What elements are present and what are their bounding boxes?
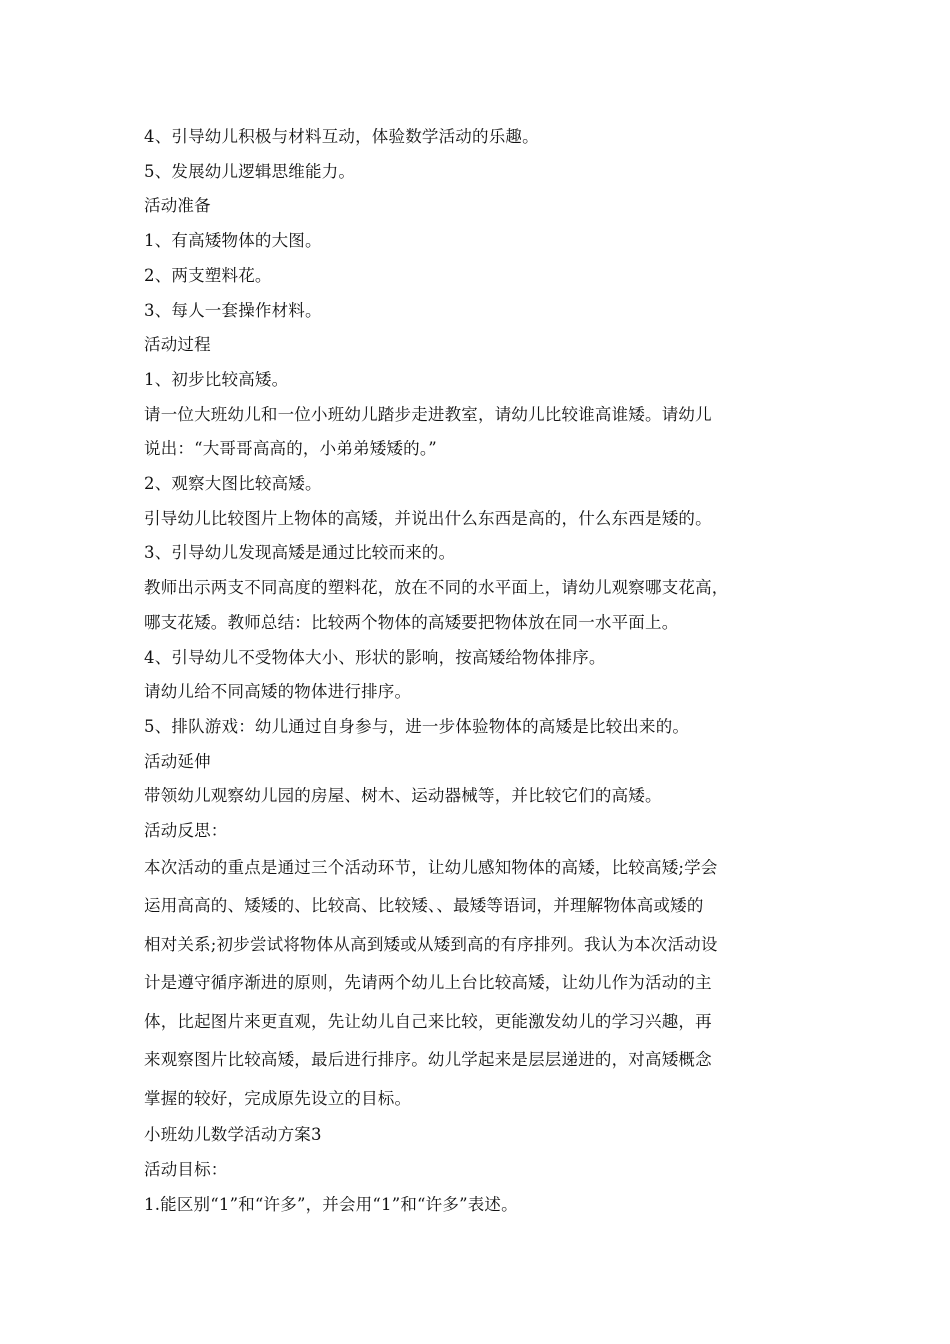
paragraph-step-4-text [144,675,820,710]
paragraph-step-1 [144,363,820,398]
text-line: 哪支花矮。教师总结：比较两个物体的高矮要把物体放在同一水平面上。 [144,612,679,632]
text-line: 说出：“大哥哥高高的，小弟弟矮矮的。” [144,439,437,459]
text-line: 1、有高矮物体的大图。 [144,231,322,251]
text-line: 2、两支塑料花。 [144,265,272,285]
paragraph-step-4 [144,641,820,676]
text-line: 4、引导幼儿积极与材料互动，体验数学活动的乐趣。 [144,127,539,146]
text-line: 5、发展幼儿逻辑思维能力。 [144,161,356,181]
text-line: 体，比起图片来更直观，先让幼儿自己来比较，更能激发幼儿的学习兴趣，再 [144,1011,712,1031]
text-line: 活动目标： [144,1159,228,1179]
text-line: 活动过程 [144,335,211,355]
text-line: 5、排队游戏：幼儿通过自身参与，进一步体验物体的高矮是比较出来的。 [144,716,690,736]
document-body [144,120,820,1222]
text-line: 2、观察大图比较高矮。 [144,474,322,494]
paragraph-extension-text [144,779,820,814]
paragraph-prep-3 [144,294,820,329]
paragraph-goal-5 [144,155,820,190]
text-line: 运用高高的、矮矮的、比较高、比较矮、、最矮等语词，并理解物体高或矮的 [144,896,704,916]
paragraph-heading-extension [144,745,820,780]
text-line: 3、每人一套操作材料。 [144,300,322,320]
text-line: 1、初步比较高矮。 [144,369,289,389]
paragraph-step-3 [144,536,820,571]
paragraph-goal-4 [144,120,820,155]
text-line: 引导幼儿比较图片上物体的高矮，并说出什么东西是高的，什么东西是矮的。 [144,508,712,528]
paragraph-heading-reflection [144,814,820,849]
text-line: 请幼儿给不同高矮的物体进行排序。 [144,682,412,702]
paragraph-heading-goals [144,1153,820,1188]
text-line: 活动延伸 [144,751,211,771]
paragraph-step-5 [144,710,820,745]
paragraph-step-2 [144,467,820,502]
text-line: 小班幼儿数学活动方案3 [144,1125,322,1145]
paragraph-reflection-text [144,849,820,1119]
text-line: 教师出示两支不同高度的塑料花，放在不同的水平面上，请幼儿观察哪支花高， [144,578,729,598]
text-line: 掌握的较好，完成原先设立的目标。 [144,1088,412,1108]
text-line: 活动准备 [144,196,211,216]
paragraph-step-1-text [144,398,820,467]
text-line: 3、引导幼儿发现高矮是通过比较而来的。 [144,543,456,563]
paragraph-title-plan-3 [144,1118,820,1153]
paragraph-goal-1 [144,1188,820,1223]
paragraph-heading-process [144,328,820,363]
text-line: 本次活动的重点是通过三个活动环节，让幼儿感知物体的高矮，比较高矮;学会 [144,857,718,877]
text-line: 带领幼儿观察幼儿园的房屋、树木、运动器械等，并比较它们的高矮。 [144,786,662,806]
paragraph-heading-preparation [144,189,820,224]
text-line: 1.能区别“1”和“许多”，并会用“1”和“许多”表述。 [144,1194,518,1214]
paragraph-prep-1 [144,224,820,259]
text-line: 计是遵守循序渐进的原则，先请两个幼儿上台比较高矮，让幼儿作为活动的主 [144,973,712,993]
paragraph-step-2-text [144,502,820,537]
text-line: 来观察图片比较高矮，最后进行排序。幼儿学起来是层层递进的，对高矮概念 [144,1050,712,1070]
text-line: 请一位大班幼儿和一位小班幼儿踏步走进教室，请幼儿比较谁高谁矮。请幼儿 [144,404,712,424]
paragraph-prep-2 [144,259,820,294]
text-line: 4、引导幼儿不受物体大小、形状的影响，按高矮给物体排序。 [144,647,606,667]
text-line: 相对关系;初步尝试将物体从高到矮或从矮到高的有序排列。我认为本次活动设 [144,934,718,954]
paragraph-step-3-text [144,571,820,640]
text-line: 活动反思： [144,821,228,841]
